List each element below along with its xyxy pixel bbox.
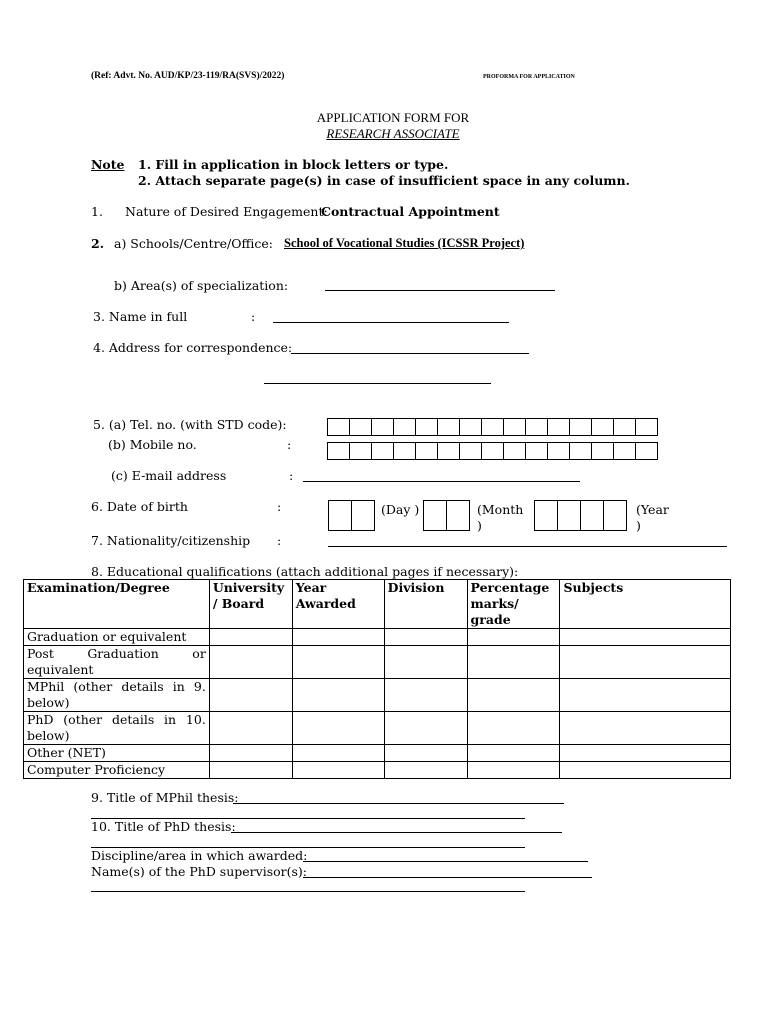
day-label: (Day )	[381, 502, 420, 517]
address-input-line-2[interactable]	[264, 383, 491, 384]
cell-input[interactable]	[467, 762, 560, 779]
supervisor-input-line-2[interactable]	[91, 891, 525, 892]
email-colon: :	[289, 468, 294, 483]
table-row	[24, 679, 731, 712]
year-label: (Year )	[636, 502, 669, 533]
col-university: University / Board	[209, 580, 292, 629]
col-percentage: Percentage marks/ grade	[467, 580, 560, 629]
mobile-boxes[interactable]	[328, 442, 658, 460]
advertisement-ref: (Ref: Advt. No. AUD/KP/23-119/RA(SVS)/2022)	[91, 71, 285, 81]
cell-input[interactable]	[209, 762, 292, 779]
engagement-value: Contractual Appointment	[321, 204, 500, 219]
cell-input[interactable]	[292, 762, 384, 779]
col-division: Division	[384, 580, 467, 629]
cell-input[interactable]	[209, 745, 292, 762]
cell-input[interactable]	[467, 712, 560, 745]
table-row	[24, 629, 731, 646]
cell-input[interactable]	[384, 646, 467, 679]
cell-input[interactable]	[292, 712, 384, 745]
table-header-row	[24, 580, 731, 629]
row-label-graduation: Graduation or equivalent	[24, 629, 210, 646]
note-label: Note	[91, 157, 125, 172]
note-item-2: 2. Attach separate page(s) in case of insufficient space in any column.	[138, 173, 630, 188]
cell-input[interactable]	[384, 629, 467, 646]
supervisor-input-line[interactable]	[303, 877, 592, 878]
nationality-colon: :	[277, 533, 282, 548]
cell-input[interactable]	[384, 712, 467, 745]
row-label-other: Other (NET)	[24, 745, 210, 762]
form-subtitle: RESEARCH ASSOCIATE	[326, 126, 460, 141]
col-examination: Examination/Degree	[24, 580, 210, 629]
cell-input[interactable]	[209, 679, 292, 712]
form-title: APPLICATION FORM FOR	[316, 110, 470, 125]
cell-input[interactable]	[292, 745, 384, 762]
nationality-label: 7. Nationality/citizenship	[91, 533, 251, 548]
dob-day-boxes[interactable]	[329, 500, 375, 531]
cell-input[interactable]	[560, 629, 731, 646]
dob-month-boxes[interactable]	[424, 500, 470, 531]
table-row	[24, 745, 731, 762]
note-item-1: 1. Fill in application in block letters or type.	[138, 157, 449, 172]
proforma-label: PROFORMA FOR APPLICATION	[483, 74, 575, 80]
mphil-thesis-input-line[interactable]	[233, 803, 564, 804]
row-label-computer: Computer Proficiency	[24, 762, 210, 779]
field-1-number: 1.	[91, 204, 103, 219]
education-table	[23, 579, 731, 779]
discipline-input-line[interactable]	[303, 861, 588, 862]
mobile-colon: :	[287, 437, 292, 452]
supervisor-label: Name(s) of the PhD supervisor(s):	[91, 864, 308, 879]
cell-input[interactable]	[292, 679, 384, 712]
row-label-mphil: MPhil (other details in 9. below)	[24, 679, 210, 712]
cell-input[interactable]	[209, 646, 292, 679]
dob-label: 6. Date of birth	[91, 499, 188, 514]
cell-input[interactable]	[384, 745, 467, 762]
cell-input[interactable]	[292, 646, 384, 679]
nationality-input-line[interactable]	[328, 546, 727, 547]
cell-input[interactable]	[467, 629, 560, 646]
col-year: Year Awarded	[292, 580, 384, 629]
cell-input[interactable]	[467, 646, 560, 679]
cell-input[interactable]	[560, 712, 731, 745]
phd-thesis-label: 10. Title of PhD thesis:	[91, 819, 236, 834]
field-2-number: 2.	[91, 236, 105, 251]
cell-input[interactable]	[384, 679, 467, 712]
tel-boxes[interactable]	[328, 418, 658, 436]
table-row	[24, 712, 731, 745]
table-row	[24, 762, 731, 779]
cell-input[interactable]	[560, 762, 731, 779]
cell-input[interactable]	[467, 679, 560, 712]
email-input-line[interactable]	[303, 481, 580, 482]
name-label: 3. Name in full	[93, 309, 188, 324]
engagement-label: Nature of Desired Engagement:	[125, 204, 328, 219]
education-heading: 8. Educational qualifications (attach additional pages if necessary):	[91, 564, 519, 579]
address-input-line-1[interactable]	[291, 353, 529, 354]
cell-input[interactable]	[560, 646, 731, 679]
discipline-label: Discipline/area in which awarded:	[91, 848, 308, 863]
cell-input[interactable]	[467, 745, 560, 762]
specialization-input-line[interactable]	[325, 290, 555, 291]
month-label: (Month )	[477, 502, 524, 533]
row-label-phd: PhD (other details in 10. below)	[24, 712, 210, 745]
cell-input[interactable]	[384, 762, 467, 779]
mobile-label: (b) Mobile no.	[108, 437, 197, 452]
email-label: (c) E-mail address	[111, 468, 227, 483]
specialization-label: b) Area(s) of specialization:	[114, 278, 289, 293]
name-input-line[interactable]	[273, 322, 509, 323]
dob-year-boxes[interactable]	[535, 500, 627, 531]
table-row	[24, 646, 731, 679]
row-label-post-graduation: Post Graduation or equivalent	[24, 646, 210, 679]
cell-input[interactable]	[209, 629, 292, 646]
cell-input[interactable]	[209, 712, 292, 745]
cell-input[interactable]	[292, 629, 384, 646]
school-label: a) Schools/Centre/Office:	[114, 236, 273, 251]
mphil-thesis-label: 9. Title of MPhil thesis:	[91, 790, 239, 805]
cell-input[interactable]	[560, 679, 731, 712]
col-subjects: Subjects	[560, 580, 731, 629]
address-label: 4. Address for correspondence:	[93, 340, 293, 355]
name-colon: :	[251, 309, 256, 324]
tel-label: 5. (a) Tel. no. (with STD code):	[93, 417, 287, 432]
school-value: School of Vocational Studies (ICSSR Project)	[284, 236, 525, 250]
cell-input[interactable]	[560, 745, 731, 762]
phd-thesis-input-line[interactable]	[231, 832, 562, 833]
dob-colon: :	[277, 499, 282, 514]
